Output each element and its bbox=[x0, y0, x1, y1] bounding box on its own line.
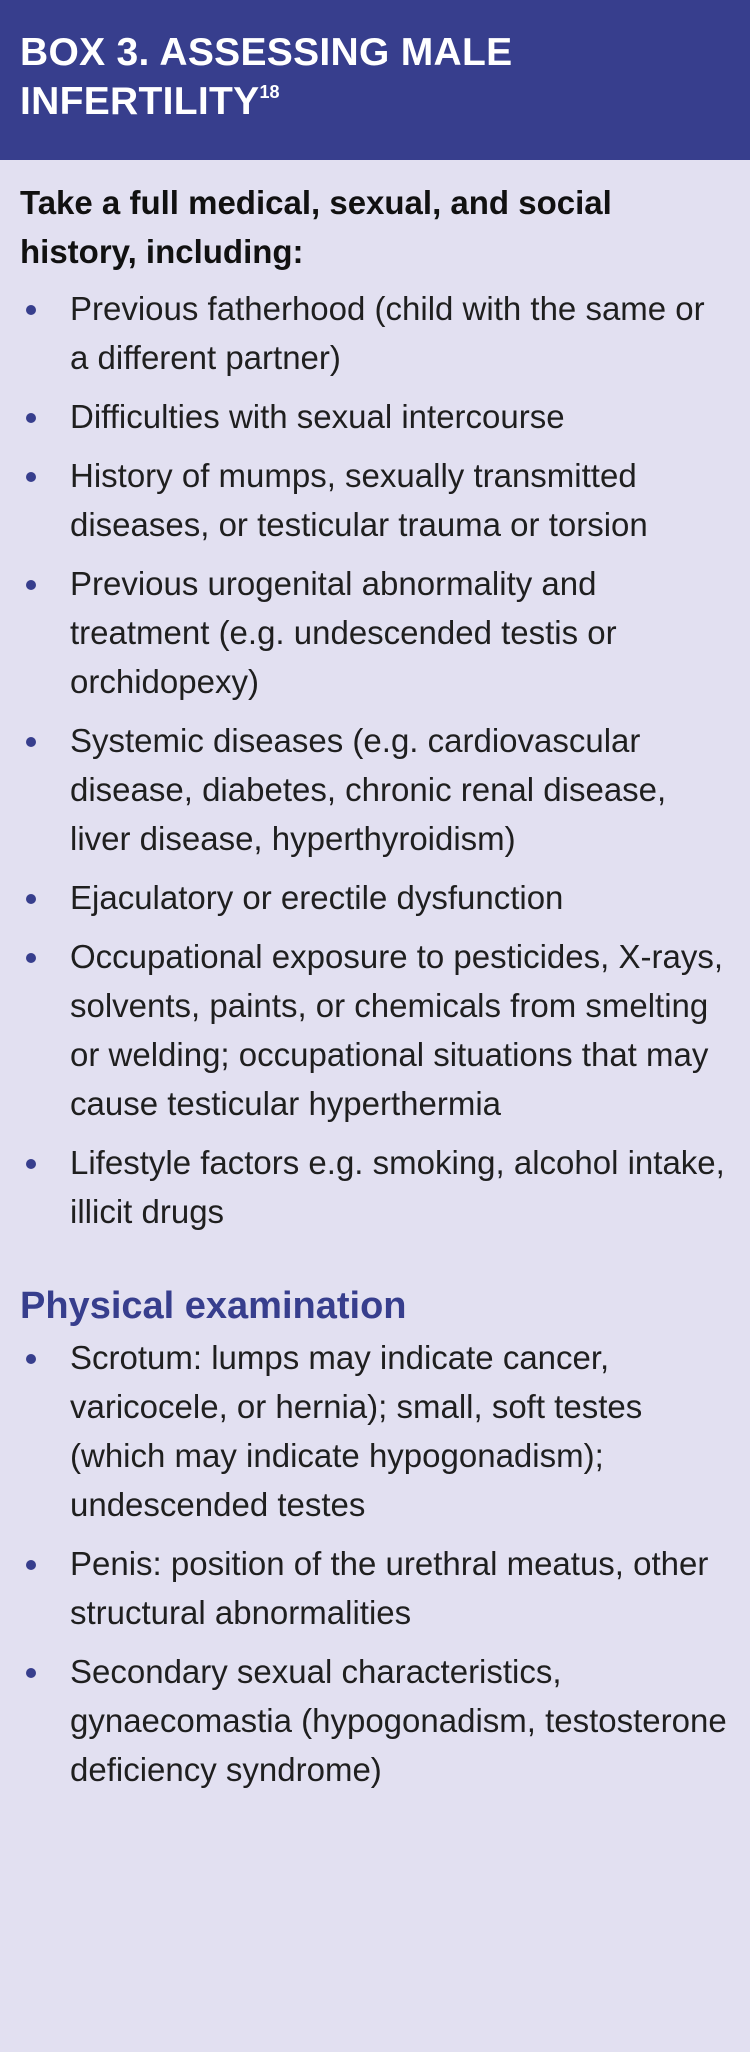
bullet-icon bbox=[26, 1354, 36, 1364]
history-intro: Take a full medical, sexual, and social history, including: bbox=[20, 184, 612, 270]
history-item bbox=[20, 392, 730, 441]
history-item bbox=[20, 932, 730, 1128]
history-item-text: Difficulties with sexual intercourse bbox=[70, 398, 565, 435]
history-item-text: Ejaculatory or erectile dysfunction bbox=[70, 879, 564, 916]
exam-item bbox=[20, 1647, 730, 1794]
history-item-text: History of mumps, sexually transmitted diseases, or testicular trauma or torsion bbox=[70, 457, 648, 543]
reference-superscript: 18 bbox=[259, 82, 280, 102]
history-item-text: Occupational exposure to pesticides, X-rays, solvents, paints, or chemicals from smelting or welding; occupational situations that may cause testicular hyperthermia bbox=[70, 938, 723, 1122]
exam-item bbox=[20, 1539, 730, 1637]
history-item-text: Systemic diseases (e.g. cardiovascular disease, diabetes, chronic renal disease, liver disease, hyperthyroidism) bbox=[70, 722, 667, 857]
exam-item-text: Secondary sexual characteristics, gynaecomastia (hypogonadism, testosterone deficiency syndrome) bbox=[70, 1653, 727, 1788]
history-item-text: Lifestyle factors e.g. smoking, alcohol intake, illicit drugs bbox=[70, 1144, 725, 1230]
bullet-icon bbox=[26, 953, 36, 963]
exam-heading: Physical examination bbox=[20, 1285, 407, 1327]
bullet-icon bbox=[26, 1668, 36, 1678]
history-list bbox=[20, 284, 730, 1236]
history-item bbox=[20, 1138, 730, 1236]
bullet-icon bbox=[26, 472, 36, 482]
box-content bbox=[0, 160, 750, 1794]
exam-list bbox=[20, 1333, 730, 1794]
history-item bbox=[20, 873, 730, 922]
history-item bbox=[20, 716, 730, 863]
bullet-icon bbox=[26, 305, 36, 315]
bullet-icon bbox=[26, 894, 36, 904]
exam-item bbox=[20, 1333, 730, 1529]
history-item bbox=[20, 451, 730, 549]
box-title bbox=[20, 28, 730, 126]
exam-item-text: Scrotum: lumps may indicate cancer, varicocele, or hernia); small, soft testes (which may indicate hypogonadism); undescended testes bbox=[70, 1339, 643, 1523]
box-title-text: BOX 3. ASSESSING MALE INFERTILITY bbox=[20, 31, 513, 123]
history-item bbox=[20, 284, 730, 382]
bullet-icon bbox=[26, 1560, 36, 1570]
history-item-text: Previous fatherhood (child with the same or a different partner) bbox=[70, 290, 705, 376]
bullet-icon bbox=[26, 580, 36, 590]
box-header bbox=[0, 0, 750, 160]
history-item-text: Previous urogenital abnormality and treatment (e.g. undescended testis or orchidopexy) bbox=[70, 565, 617, 700]
exam-item-text: Penis: position of the urethral meatus, other structural abnormalities bbox=[70, 1545, 709, 1631]
bullet-icon bbox=[26, 1159, 36, 1169]
bullet-icon bbox=[26, 737, 36, 747]
bullet-icon bbox=[26, 413, 36, 423]
history-item bbox=[20, 559, 730, 706]
